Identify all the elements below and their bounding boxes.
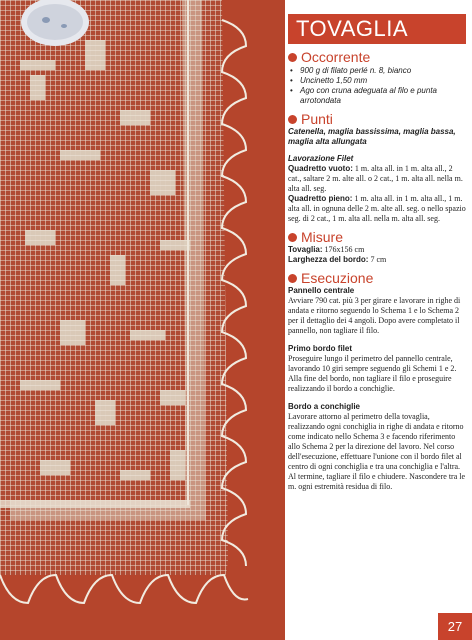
esecuzione-section <box>288 270 466 492</box>
tovaglia-size <box>288 245 466 255</box>
esecuzione-heading: Esecuzione <box>301 270 374 286</box>
border-width <box>288 255 466 265</box>
page-number: 27 <box>438 613 472 640</box>
materials-list <box>288 66 466 106</box>
section-bullet-icon <box>288 274 297 283</box>
pannello-heading: Pannello centrale <box>288 286 355 295</box>
punti-heading: Punti <box>301 111 333 127</box>
pannello-text: Avviare 790 cat. più 3 per girare e lavorare in righe di andata e ritorno seguendo lo Schema 1 e lo Schema 2 per il dettaglio dei 4 angoli. Dopo avere completato il pannello, non tagliare il filo. <box>288 296 461 335</box>
misure-heading: Misure <box>301 229 344 245</box>
tovaglia-value: 176x156 cm <box>322 245 365 254</box>
section-bullet-icon <box>288 53 297 62</box>
vuoto-text: 1 m. alta all. in 1 m. alta all., 2 cat., saltare 2 m. alte all. o 2 cat., 1 m. alta all. nella m. alta all. seg. <box>288 164 463 193</box>
punti-section <box>288 111 466 224</box>
larghezza-value: 7 cm <box>368 255 387 264</box>
section-bullet-icon <box>288 115 297 124</box>
misure-section <box>288 229 466 265</box>
list-item: • Uncinetto 1,50 mm <box>297 76 466 86</box>
vuoto-paragraph <box>288 164 466 194</box>
tovaglia-label: Tovaglia: <box>288 245 323 254</box>
stitch-list: Catenella, maglia bassissima, maglia bassa, maglia alta allungata <box>288 127 456 146</box>
list-item: • 900 g di filato perlé n. 8, bianco <box>297 66 466 76</box>
primo-bordo-heading: Primo bordo filet <box>288 344 352 353</box>
instructions-column <box>288 14 466 492</box>
section-bullet-icon <box>288 233 297 242</box>
pieno-label: Quadretto pieno: <box>288 194 353 203</box>
occorrente-section <box>288 49 466 106</box>
pieno-paragraph <box>288 194 466 224</box>
conchiglie-text: Lavorare attorno al perimetro della tovaglia, realizzando ogni conchiglia in righe di andata e ritorno come indicato nello Schema 3 e facendo riferimento allo Schema 2 per la direzione del lavoro. Nel corso dell'esecuzione, effettuare l'unione con il bordo filet al centro di ogni conchiglia e tra una conchiglia e l'altra. Al termine, tagliare il filo e chiudere. Nascondere tra le m. ogni estremità residua di filo. <box>288 412 466 491</box>
filet-heading: Lavorazione Filet <box>288 154 354 163</box>
primo-bordo-text: Proseguire lungo il perimetro del pannello centrale, lavorando 10 giri sempre seguendo gli Schemi 1 e 2. Alla fine del bordo, non tagliare il filo e proseguire realizzando il bordo a conchiglie. <box>288 354 457 393</box>
vuoto-label: Quadretto vuoto: <box>288 164 353 173</box>
page-title: TOVAGLIA <box>288 14 466 44</box>
pieno-text: 1 m. alta all. in 1 m. alta all., 1 m. alta all. in ognuna delle 2 m. alte all. seg. o nello spazio seg. di 2 cat., 1 m. alta all. nella m. alta all. seg. <box>288 194 466 223</box>
occorrente-heading: Occorrente <box>301 49 371 65</box>
conchiglie-heading: Bordo a conchiglie <box>288 402 361 411</box>
list-item: • Ago con cruna adeguata al filo e punta arrotondata <box>297 86 466 106</box>
larghezza-label: Larghezza del bordo: <box>288 255 369 264</box>
